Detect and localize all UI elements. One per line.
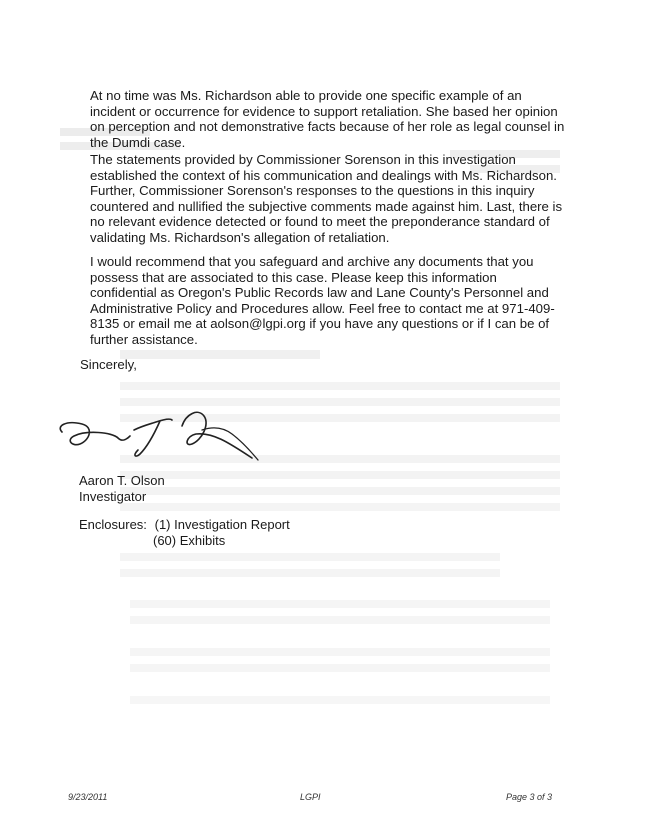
signer-name: Aaron T. Olson (79, 473, 165, 488)
closing-salutation: Sincerely, (80, 357, 137, 372)
paragraph-3-text: I would recommend that you safeguard and archive any documents that you possess that are associated to this case. Please keep this information confidential as Oregon's Public Records law and Lane County's Personnel and Administrative Policy and Procedures allow. Feel free to contact me at 971-409-8135 or email me at aolson@lgpi.org if you have any questions or if I can be of further assistance. (90, 254, 555, 347)
enclosures-label: Enclosures: (79, 517, 147, 532)
paragraph-1 (90, 88, 565, 150)
paragraph-1-text: At no time was Ms. Richardson able to provide one specific example of an incident or occurrence for evidence to support retaliation. She based her opinion on perception and not demonstrative facts because of her role as legal counsel in the Dumdi case. (90, 88, 565, 150)
signature-graphic (52, 400, 262, 470)
signer-title: Investigator (79, 489, 147, 504)
signer-block (79, 473, 165, 505)
footer-page-number: Page 3 of 3 (506, 792, 553, 802)
enclosure-item: (1) Investigation Report (154, 517, 290, 532)
footer-date: 9/23/2011 (68, 792, 108, 802)
handwritten-signature (52, 400, 262, 475)
paragraph-2-text: The statements provided by Commissioner Sorenson in this investigation established the context of his communication and dealings with Ms. Richardson. Further, Commissioner Sorenson's responses to the questions in this inquiry countered and nullified the subjective comments made against him. Last, there is no relevant evidence detected or found to meet the preponderance standard of validating Ms. Richardson's allegation of retaliation. (90, 152, 563, 245)
enclosure-item: (60) Exhibits (153, 533, 226, 548)
enclosures-block (79, 517, 290, 549)
paragraph-2 (90, 152, 565, 246)
footer-org: LGPI (300, 792, 321, 802)
paragraph-3 (90, 254, 565, 348)
